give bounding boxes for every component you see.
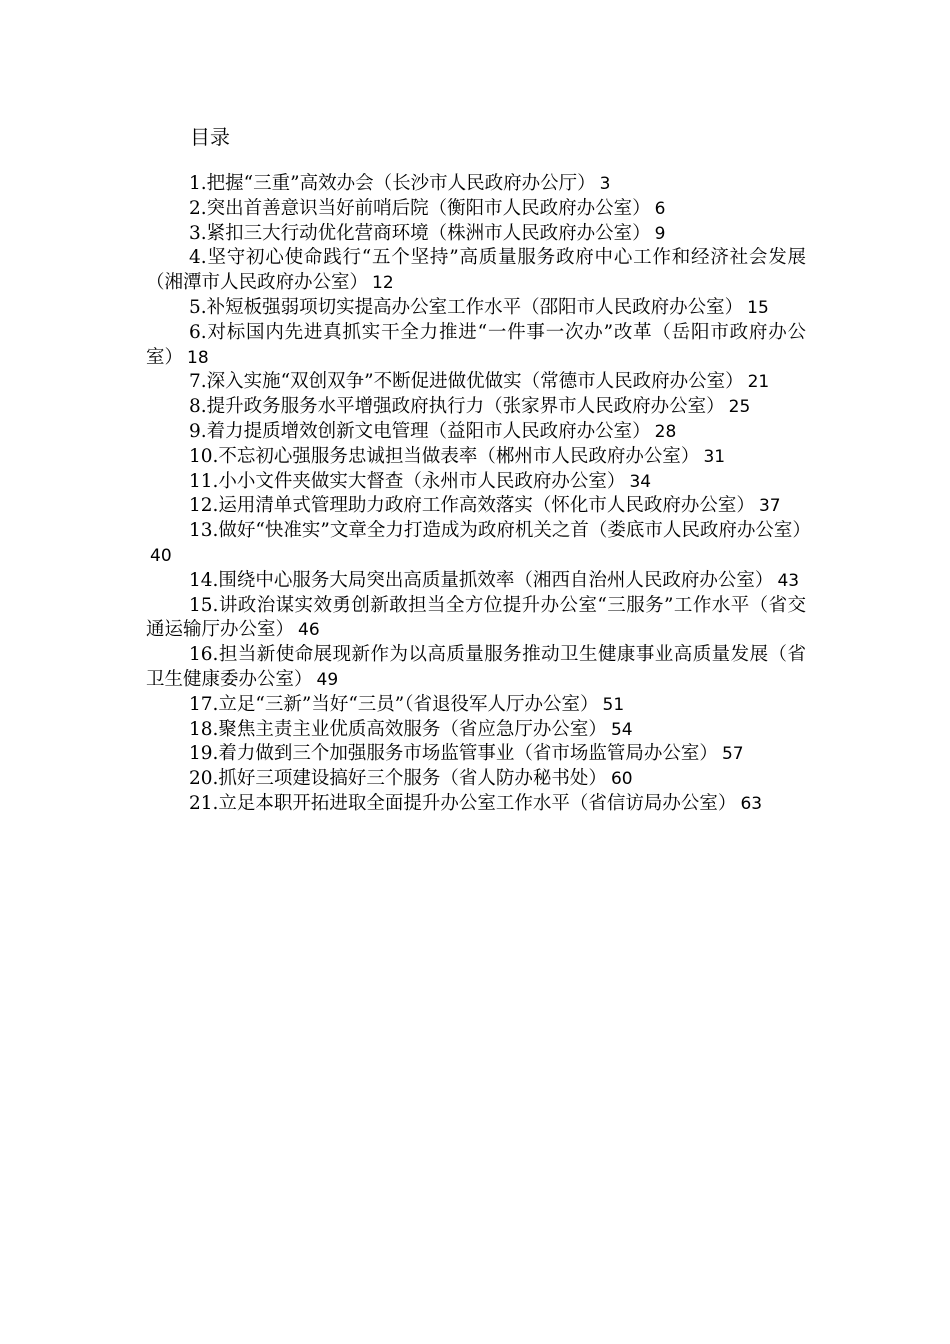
toc-entry[interactable] <box>146 643 806 693</box>
toc-entry-text: 16.担当新使命展现新作为以高质量服务推动卫生健康事业高质量发展（省卫生健康委办公室） <box>146 644 806 690</box>
toc-entry-page-number: 40 <box>150 545 172 566</box>
toc-entry-text: 19.着力做到三个加强服务市场监管事业（省市场监管局办公室） <box>189 743 718 765</box>
toc-entry[interactable] <box>146 767 806 792</box>
toc-entry-page-number: 9 <box>654 223 666 244</box>
toc-entry-page-number: 3 <box>599 174 611 194</box>
toc-entry-text: 10.不忘初心强服务忠诚担当做表率（郴州市人民政府办公室） <box>189 445 700 467</box>
toc-entry[interactable] <box>146 470 806 495</box>
toc-entry[interactable] <box>146 792 806 817</box>
toc-entry-text: 2.突出首善意识当好前哨后院（衡阳市人民政府办公室） <box>189 197 651 219</box>
toc-entry[interactable] <box>146 370 806 395</box>
toc-entry-page-number: 18 <box>187 347 209 368</box>
toc-entry[interactable] <box>146 569 806 594</box>
toc-entry-text: 20.抓好三项建设搞好三个服务（省人防办秘书处） <box>189 768 607 790</box>
toc-entry-text: 15.讲政治谋实效勇创新敢担当全方位提升办公室“三服务”工作水平（省交通运输厅办公室） <box>146 594 806 641</box>
toc-entry-page-number: 63 <box>740 793 763 814</box>
toc-entry-page-number: 21 <box>747 372 770 393</box>
toc-entry[interactable] <box>146 594 806 644</box>
toc-entry-text: 17.立足“三新”当好“三员”（省退役军人厅办公室） <box>189 693 599 715</box>
toc-entry-page-number: 15 <box>747 297 769 318</box>
toc-entry-page-number: 46 <box>298 620 320 641</box>
toc-entry[interactable] <box>146 172 806 197</box>
toc-entry[interactable] <box>146 420 806 445</box>
toc-entry[interactable] <box>146 222 806 247</box>
toc-entry-text: 4.坚守初心使命践行“五个坚持”高质量服务政府中心工作和经济社会发展（湘潭市人民政府办公室） <box>146 247 806 294</box>
toc-entry-text: 13.做好“快准实”文章全力打造成为政府机关之首（娄底市人民政府办公室） <box>189 520 811 542</box>
toc-entry-page-number: 6 <box>654 198 666 219</box>
toc-entry-text: 3.紧扣三大行动优化营商环境（株洲市人民政府办公室） <box>189 222 651 244</box>
toc-entry-page-number: 28 <box>654 421 677 442</box>
toc-entry[interactable] <box>146 395 806 420</box>
toc-entry-text: 21.立足本职开拓进取全面提升办公室工作水平（省信访局办公室） <box>189 792 737 814</box>
toc-entry-text: 11.小小文件夹做实大督查（永州市人民政府办公室） <box>189 470 626 492</box>
toc-entry[interactable] <box>146 519 811 569</box>
toc-entry-page-number: 12 <box>372 273 394 294</box>
toc-entry-text: 7.深入实施“双创双争”不断促进做优做实（常德市人民政府办公室） <box>189 371 744 393</box>
toc-entry-text: 12.运用清单式管理助力政府工作高效落实（怀化市人民政府办公室） <box>189 495 755 517</box>
toc-entry-page-number: 57 <box>721 744 744 765</box>
toc-entry-page-number: 31 <box>703 446 726 467</box>
toc-entry-page-number: 34 <box>629 471 652 492</box>
toc-entry-text: 1.把握“三重”高效办会（长沙市人民政府办公厅） <box>189 173 596 194</box>
toc-entry-page-number: 51 <box>602 694 625 715</box>
toc-entry-page-number: 60 <box>610 769 633 790</box>
toc-entry[interactable] <box>146 742 806 767</box>
toc-list <box>146 172 811 817</box>
toc-entry-text: 14.围绕中心服务大局突出高质量抓效率（湘西自治州人民政府办公室） <box>189 569 774 591</box>
toc-entry-text: 6.对标国内先进真抓实干全力推进“一件事一次办”改革（岳阳市政府办公室） <box>146 321 806 368</box>
toc-entry[interactable] <box>146 445 806 470</box>
toc-entry-text: 8.提升政务服务水平增强政府执行力（张家界市人民政府办公室） <box>189 396 725 418</box>
toc-entry-page-number: 37 <box>758 496 781 517</box>
toc-entry[interactable] <box>146 693 806 718</box>
toc-entry[interactable] <box>146 296 806 321</box>
toc-entry-page-number: 54 <box>610 719 633 740</box>
toc-entry-page-number: 43 <box>777 570 800 591</box>
toc-entry[interactable] <box>146 197 806 222</box>
toc-title: 目录 <box>190 125 230 149</box>
toc-entry[interactable] <box>146 718 806 743</box>
toc-entry-page-number: 49 <box>316 669 339 690</box>
toc-entry-text: 18.聚焦主责主业优质高效服务（省应急厅办公室） <box>189 718 607 740</box>
toc-entry-text: 9.着力提质增效创新文电管理（益阳市人民政府办公室） <box>189 420 651 442</box>
toc-entry-text: 5.补短板强弱项切实提高办公室工作水平（邵阳市人民政府办公室） <box>189 296 744 318</box>
toc-entry[interactable] <box>146 321 806 371</box>
toc-entry[interactable] <box>146 494 806 519</box>
toc-entry-page-number: 25 <box>728 397 751 418</box>
toc-entry[interactable] <box>146 246 806 296</box>
